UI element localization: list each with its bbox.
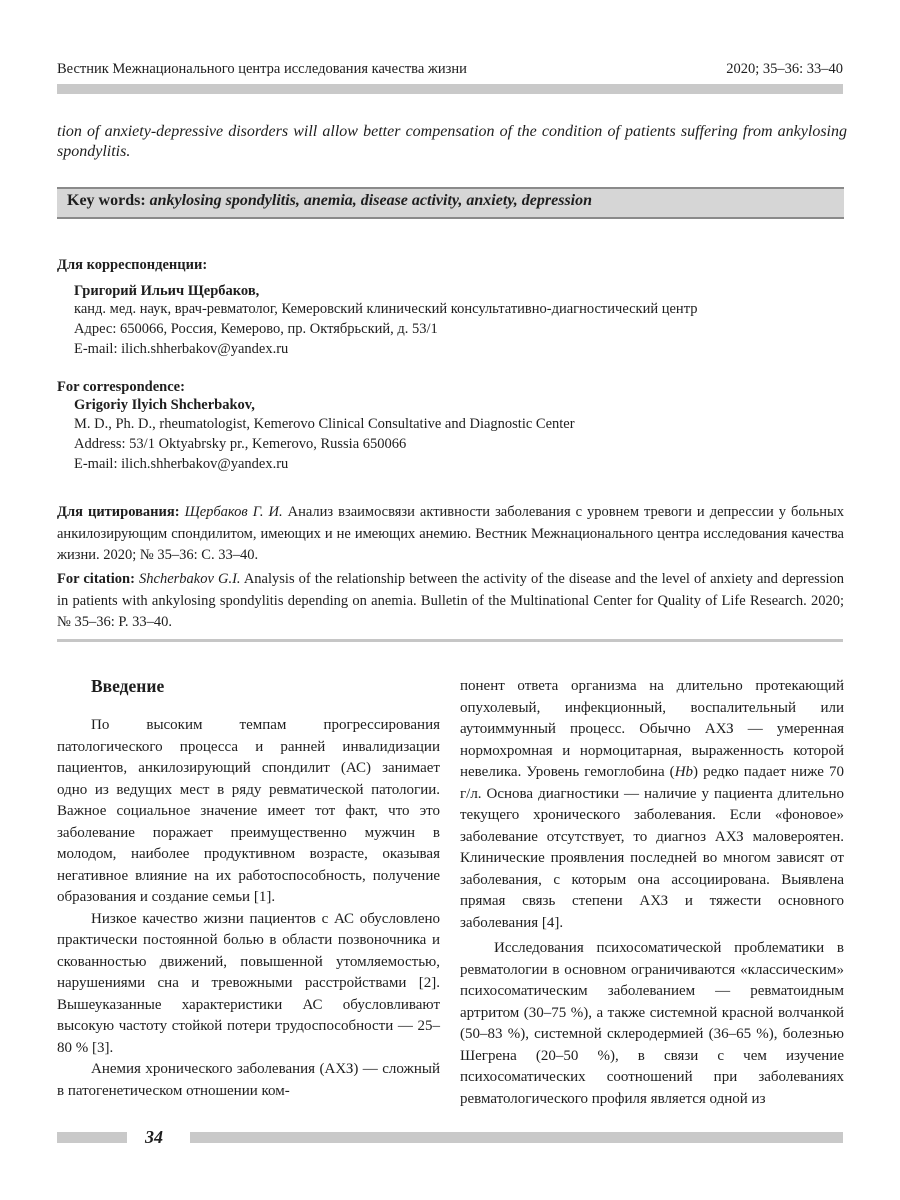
author-position-en: M. D., Ph. D., rheumatologist, Kemerovo Clinical Consultative and Diagnostic Center <box>74 416 575 432</box>
citation-en-label: For citation: <box>57 571 135 587</box>
email-link-ru[interactable]: E-mail: ilich.shherbakov@yandex.ru <box>74 341 289 357</box>
citation-ru-label: Для цитирования: <box>57 504 180 520</box>
author-position-ru: канд. мед. наук, врач-ревматолог, Кемеровский клинический консультативно-диагностический центр <box>74 301 698 317</box>
citation-ru <box>57 502 844 567</box>
keywords-label: Key words: <box>67 192 146 209</box>
hb-symbol: Hb <box>674 764 694 780</box>
left-column <box>57 715 440 1102</box>
author-name-en: Grigoriy Ilyich Shcherbakov, <box>74 397 255 413</box>
paragraph: Анемия хронического заболевания (АХЗ) — сложный в патогенетическом отношении ком- <box>57 1061 440 1099</box>
paragraph: По высоким темпам прогрессирования патологического процесса и ранней инвалидизации пациентов, анкилозирующий спондилит (АС) занимает одно из ведущих мест в ряду ревматической патологии. Важное социальное значение имеет тот факт, что это заболевание поражает преимущественно мужчин в молодом, наиболее продуктивном возрасте, оказывая негативное влияние на их работоспособность, получение образования и создание семьи [1]. <box>57 717 440 905</box>
footer-bar-right <box>190 1132 843 1143</box>
correspondence-en-title: For correspondence: <box>57 379 185 395</box>
header-divider <box>57 84 843 94</box>
section-divider <box>57 639 843 642</box>
section-title: Введение <box>91 676 165 696</box>
author-address-en: Address: 53/1 Oktyabrsky pr., Kemerovo, Russia 650066 <box>74 436 407 452</box>
citation-ru-text: Анализ взаимосвязи активности заболевания с уровнем тревоги и депрессии у больных анкилозирующим спондилитом, имеющих и не имеющих анемию. Вестник Межнационального центра исследования качества жизни. 2020; № 35–36: С. 33–40. <box>57 504 845 563</box>
paragraph: понент ответа организма на длительно протекающий опухолевый, инфекционный, воспалительный или аутоиммунный процесс. Обычно АХЗ — умеренная нормохромная и нормоцитарная, выраженность которой невелика. Уровень гемоглобина (Hb) редко падает ниже 70 г/л. Основа диагностики — наличие у пациента длительно текущего хронического заболевания. Если «фоновое» заболевание отсутствует, то диагноз АХЗ маловероятен. Клинические проявления последней во многом зависят от заболевания, с которым она ассоциирована. Выявлена прямая связь степени АХЗ и тяжести основного заболевания [4]. <box>460 678 844 931</box>
issue-info: 2020; 35–36: 33–40 <box>726 61 843 77</box>
citation-ru-author: Щербаков Г. И. <box>184 504 283 520</box>
page-number: 34 <box>145 1127 163 1147</box>
abstract-text: tion of anxiety-depressive disorders will allow better compensation of the condition of patients suffering from ankylosing spondylitis. <box>57 123 847 160</box>
author-email-ru <box>74 339 288 360</box>
paragraph: Низкое качество жизни пациентов с АС обусловлено практически постоянной болью в области позвоночника и скованностью движений, повышенной утомляемостью, нарушениями сна и тревожными расстройствами [2]. Вышеуказанные характеристики АС обусловливают высокую частоту стойкой потери трудоспособности — 25–80 % [3]. <box>57 910 440 1056</box>
paragraph: Исследования психосоматической проблематики в ревматологии в основном ограничиваются «классическим» психосоматическим заболеванием — ревматоидным артритом (30–75 %), а также системной красной волчанкой (50–83 %), системной склеродермией (36–65 %), болезнью Шегрена (20–50 %), в связи с чем изучение психосоматических соотношений при заболеваниях ревматологического профиля является одной из <box>460 940 844 1107</box>
citation-en <box>57 569 844 634</box>
email-link-en[interactable]: E-mail: ilich.shherbakov@yandex.ru <box>74 456 289 472</box>
keywords-line <box>67 191 592 211</box>
correspondence-ru-title: Для корреспонденции: <box>57 257 208 273</box>
author-name-ru: Григорий Ильич Щербаков, <box>74 283 260 299</box>
citation-en-text: Analysis of the relationship between the activity of the disease and the level of anxiety and depression in patients with ankylosing spondylitis depending on anemia. Bulletin of the Multinational Center for Quality of Life Research. 2020; № 35–36: P. 33–40. <box>57 571 844 630</box>
author-address-ru: Адрес: 650066, Россия, Кемерово, пр. Октябрьский, д. 53/1 <box>74 321 438 337</box>
journal-title: Вестник Межнационального центра исследования качества жизни <box>57 61 467 77</box>
citation-en-author: Shcherbakov G.I. <box>139 571 241 587</box>
keywords-items: ankylosing spondylitis, anemia, disease activity, anxiety, depression <box>149 192 593 209</box>
footer-bar-left <box>57 1132 127 1143</box>
right-column <box>460 676 844 1110</box>
author-email-en <box>74 454 288 475</box>
